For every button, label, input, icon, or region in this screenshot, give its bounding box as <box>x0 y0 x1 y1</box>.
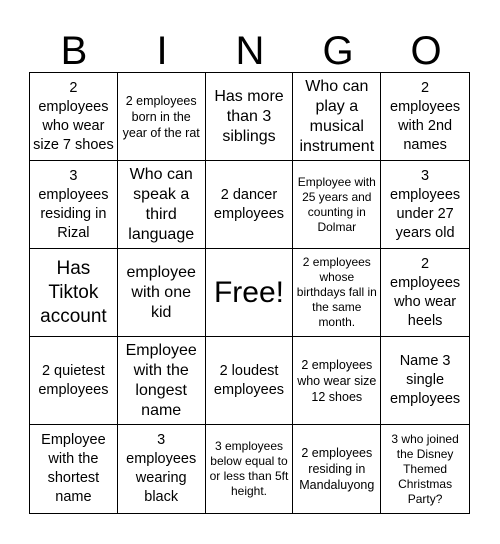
bingo-cell[interactable]: Has Tiktok account <box>30 249 118 337</box>
header-letter-i: I <box>156 29 168 73</box>
bingo-cell[interactable]: Employee with the longest name <box>118 337 206 425</box>
bingo-cell[interactable]: Who can play a musical instrument <box>293 73 381 161</box>
bingo-cell[interactable]: 2 employees who wear heels <box>381 249 469 337</box>
bingo-cell[interactable]: 3 employees below equal to or less than 5ft height. <box>206 425 294 513</box>
header-letter-o: O <box>410 29 442 73</box>
header-letter-n: N <box>235 29 265 73</box>
bingo-cell[interactable]: 2 employees with 2nd names <box>381 73 469 161</box>
bingo-cell[interactable]: Employee with the shortest name <box>30 425 118 513</box>
bingo-cell[interactable]: 2 employees who wear size 7 shoes <box>30 73 118 161</box>
bingo-cell[interactable]: Name 3 single employees <box>381 337 469 425</box>
bingo-cell[interactable]: Has more than 3 siblings <box>206 73 294 161</box>
bingo-cell[interactable]: 2 employees whose birthdays fall in the same month. <box>293 249 381 337</box>
bingo-cell[interactable]: 2 dancer employees <box>206 161 294 249</box>
bingo-cell[interactable]: 3 employees residing in Rizal <box>30 161 118 249</box>
bingo-cell[interactable]: 3 employees wearing black <box>118 425 206 513</box>
bingo-card-grid <box>29 72 470 514</box>
bingo-cell[interactable]: 2 loudest employees <box>206 337 294 425</box>
bingo-cell[interactable]: Employee with 25 years and counting in Dolmar <box>293 161 381 249</box>
bingo-header <box>30 28 470 74</box>
bingo-cell[interactable]: 2 employees residing in Mandaluyong <box>293 425 381 513</box>
bingo-cell[interactable]: Who can speak a third language <box>118 161 206 249</box>
free-space-cell[interactable]: Free! <box>206 249 294 337</box>
bingo-cell[interactable]: 3 who joined the Disney Themed Christmas Party? <box>391 431 459 506</box>
bingo-cell[interactable]: 3 employees under 27 years old <box>381 161 469 249</box>
header-letter-b: B <box>60 29 88 73</box>
bingo-cell[interactable]: 2 employees born in the year of the rat <box>118 73 206 161</box>
bingo-cell[interactable]: 2 employees who wear size 12 shoes <box>293 337 381 425</box>
bingo-cell[interactable]: 2 quietest employees <box>30 337 118 425</box>
bingo-cell[interactable]: employee with one kid <box>118 249 206 337</box>
header-letter-g: G <box>322 29 354 73</box>
